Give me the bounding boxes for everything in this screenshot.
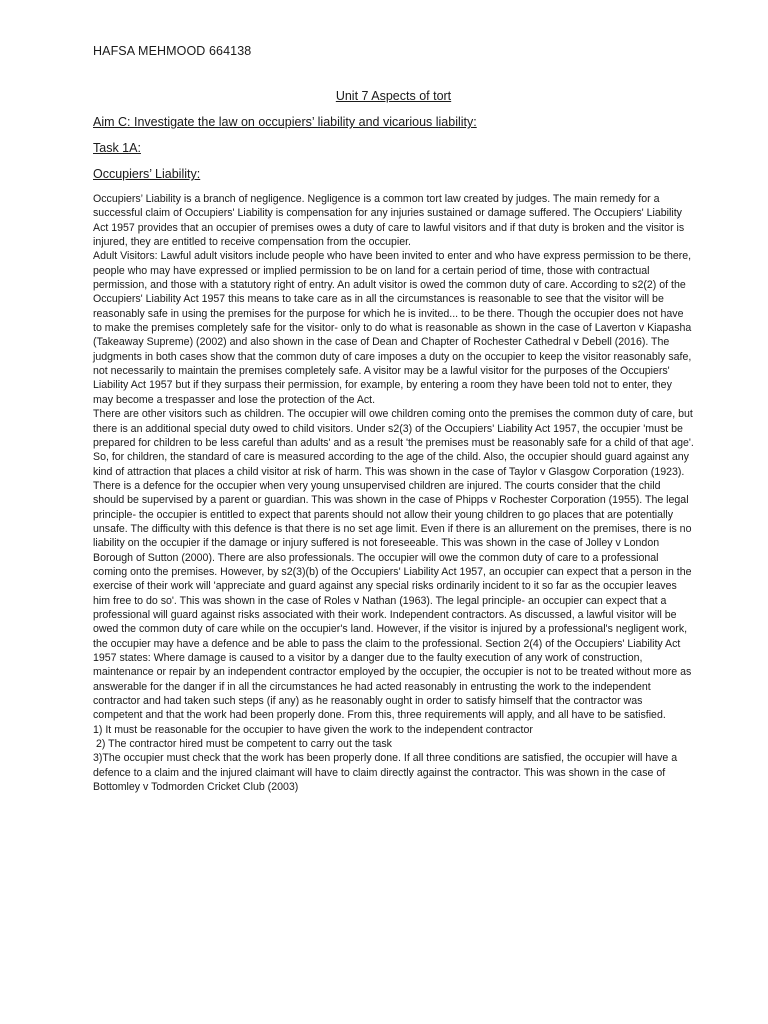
author-line: HAFSA MEHMOOD 664138 (93, 44, 252, 58)
section-heading: Occupiers’ Liability: (93, 167, 201, 181)
requirement-3: 3)The occupier must check that the work has been properly done. If all three conditions are satisfied, the occupier will have a defence to a claim and the injured claimant will have to claim directly against the contractor. This was shown in the case of Bottomley v Todmorden Cricket Club (2003) (93, 752, 678, 794)
requirement-1: 1) It must be reasonable for the occupier to have given the work to the independent contractor (93, 723, 533, 736)
body-text (93, 192, 694, 794)
document-title: Unit 7 Aspects of tort (335, 89, 452, 103)
aim-heading: Aim C: Investigate the law on occupiers’ liability and vicarious liability: (93, 115, 477, 129)
task-heading: Task 1A: (93, 141, 141, 155)
paragraph-adult-visitors: Adult Visitors: Lawful adult visitors include people who have been invited to enter and who have express permission to be there, people who may have expressed or implied permission to be on land for a certain period of time, those with contractual permission, and those with a statutory right of entry. An adult visitor is owed the common duty of care. According to s2(2) of the Occupiers' Liability Act 1957 this means to take care as in all the circumstances is reasonable to see that the visitor will be reasonably safe in using the premises for the purpose for which he is invited... to be there. Though the occupier does not have to make the premises completely safe for the visitor- only to do what is reasonable as shown in the case of Laverton v Kiapasha (Takeaway Supreme) (2002) and also shown in the case of Dean and Chapter of Rochester Cathedral v Debell (2016). The judgments in both cases show that the common duty of care imposes a duty on the occupier to keep the visitor reasonably safe, not necessarily to maintain the premises completely safe. A visitor may be a lawful visitor for the purposes of the Occupiers' Liability Act 1957 but if they surpass their permission, for example, by entering a room they have been told not to enter, they may become a trespasser and lose the protection of the Act. (93, 250, 692, 406)
paragraph-intro: Occupiers’ Liability is a branch of negligence. Negligence is a common tort law created by judges. The main remedy for a successful claim of Occupiers' Liability is compensation for any injuries sustained or damage suffered. The Occupiers' Liability Act 1957 provides that an occupier of premises owes a duty of care to lawful visitors and if that duty is broken and the visitor is injured, they are entitled to receive compensation from the occupier. (93, 193, 685, 249)
requirement-2: 2) The contractor hired must be competent to carry out the task (93, 738, 392, 751)
paragraph-children-professionals: There are other visitors such as children. The occupier will owe children coming onto the premises the common duty of care, but there is an additional special duty owed to child visitors. Under s2(3) of the Occupiers' Liability Act 1957, the occupier 'must be prepared for children to be less careful than adults' and as a result 'the premises must be reasonably safe for a child of that age'. So, for children, the standard of care is measured according to the age of the child. Also, the occupier should guard against any kind of attraction that places a child visitor at risk of harm. This was shown in the case of Taylor v Glasgow Corporation (1923). There is a defence for the occupier when very young unsupervised children are injured. The courts consider that the child should be supervised by a parent or guardian. This was shown in the case of Phipps v Rochester Corporation (1955). The legal principle- the occupier is entitled to expect that parents should not allow their young children to go places that are potentially unsafe. The difficulty with this defence is that there is no set age limit. Even if there is an allurement on the premises, there is no liability on the occupier if the damage or injury suffered is not foreseeable. This was shown in the case of Jolley v London Borough of Sutton (2000). There are also professionals. The occupier will owe the common duty of care to a professional coming onto the premises. However, by s2(3)(b) of the Occupiers' Liability Act 1957, an occupier can expect that a person in the exercise of their work will 'appreciate and guard against any special risks ordinarily incident to it so far as the occupier leaves him free to do so'. This was shown in the case of Roles v Nathan (1963). The legal principle- an occupier can expect that a professional will guard against risks associated with their work. Independent contractors. As discussed, a lawful visitor will be owed the common duty of care while on the occupier's land. However, if the visitor is injured by a professional's negligent work, the occupier may have a defence and be able to pass the claim to the professional. Section 2(4) of the Occupiers' Liability Act 1957 states: Where damage is caused to a visitor by a danger due to the faulty execution of any work of construction, maintenance or repair by an independent contractor employed by the occupier, the occupier is not to be treated without more as answerable for the danger if in all the circumstances he had acted reasonably in entrusting the work to the independent contractor and had taken such steps (if any) as he reasonably ought in order to satisfy himself that the contractor was competent and that the work had been properly done. From this, three requirements will apply, and all have to be satisfied. (93, 408, 694, 722)
